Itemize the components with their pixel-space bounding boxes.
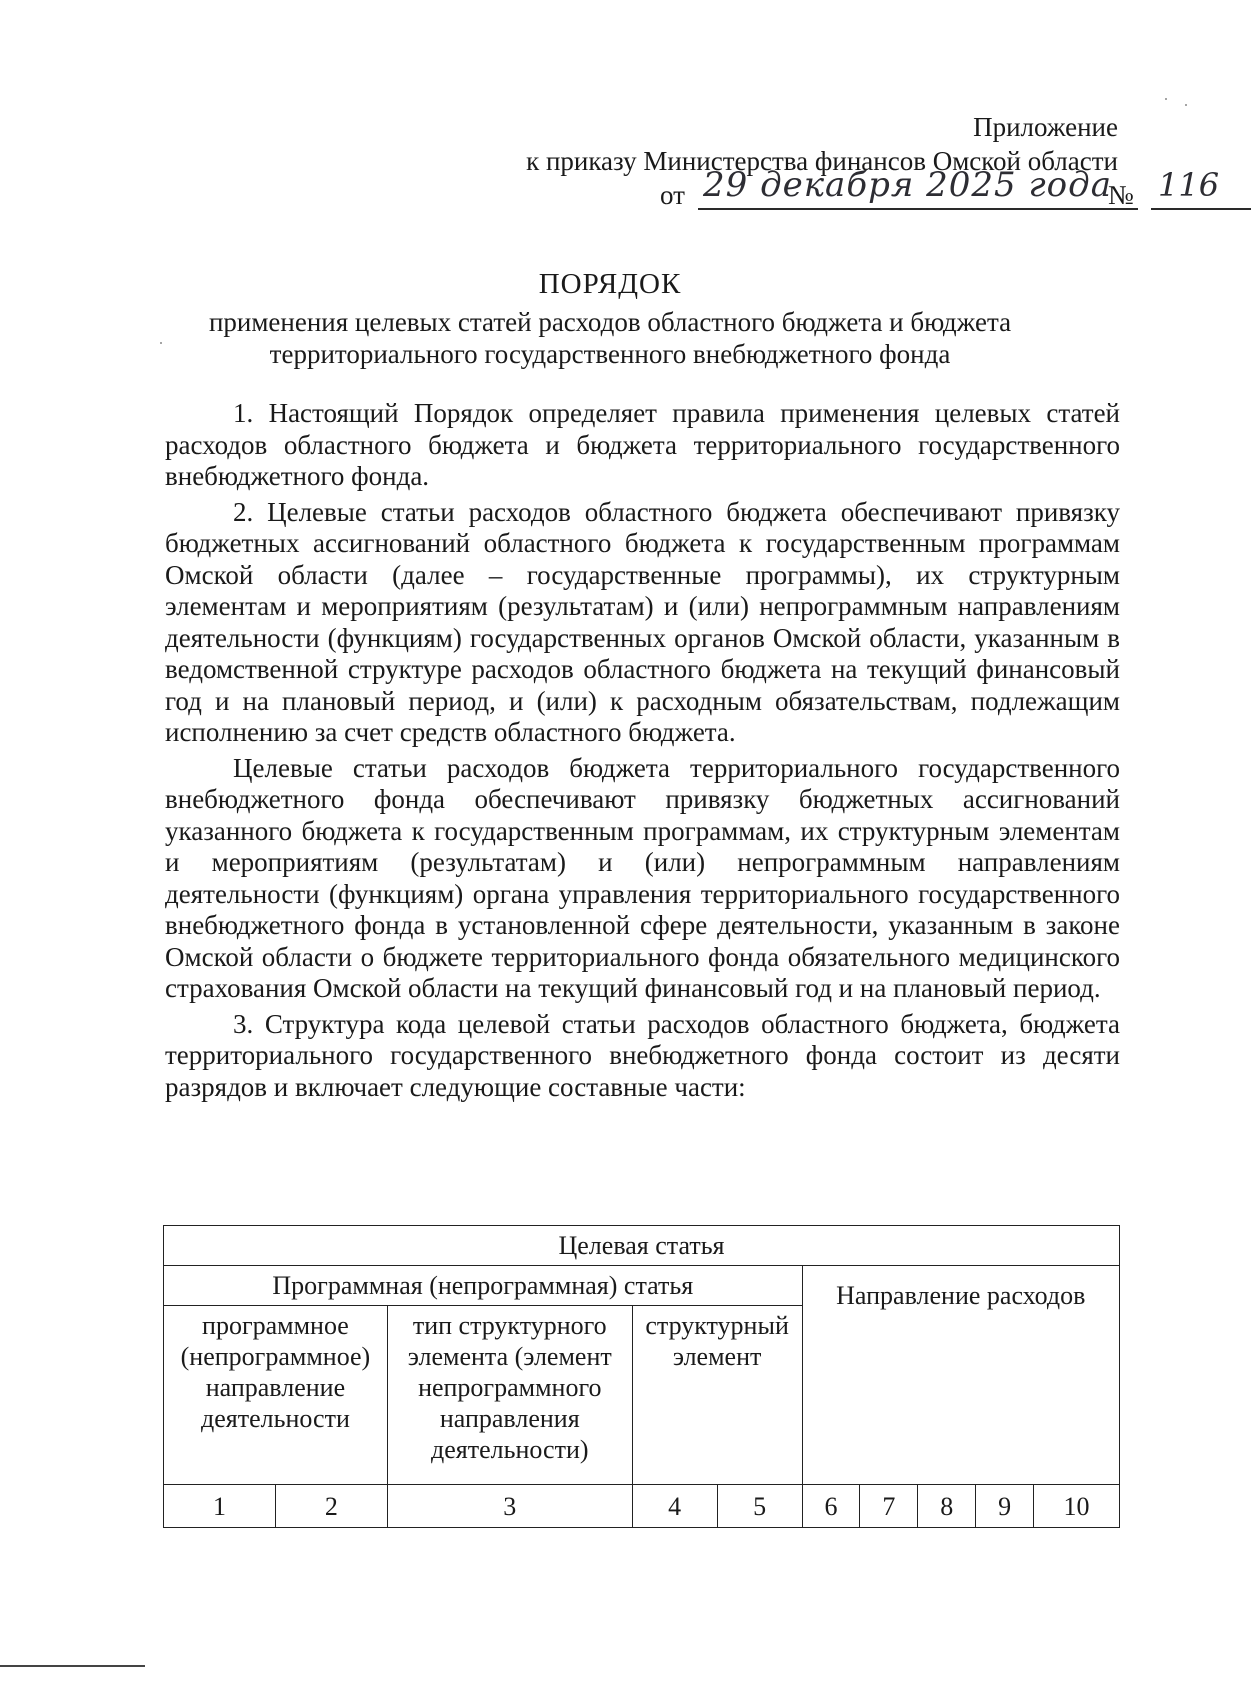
bottom-rule bbox=[0, 1665, 145, 1667]
scan-speck bbox=[1185, 104, 1187, 106]
table-digit: 5 bbox=[717, 1485, 802, 1528]
table-header-direction: Направление расходов bbox=[802, 1266, 1119, 1485]
table-header-element: структурный элемент bbox=[632, 1306, 802, 1485]
table-digit: 7 bbox=[860, 1485, 918, 1528]
paragraph-3: Целевые статьи расходов бюджета территориального государственного внебюджетного фонда обеспечивают привязку бюджетных ассигнований указанного бюджета к государственным программам, их структурным элементам и мероприятиям (результатам) и (или) непрограммным направлениям деятельности (функциям) органа управления территориального государственного внебюджетного фонда в установленной сфере деятельности, указанным в законе Омской области о бюджете территориального фонда обязательного медицинского страхования Омской области на текущий финансовый год и на плановый период. bbox=[165, 752, 1120, 1003]
paragraph-1: 1. Настоящий Порядок определяет правила применения целевых статей расходов областного бюджета и бюджета территориального государственного внебюджетного фонда. bbox=[165, 398, 1120, 491]
date-underline bbox=[698, 208, 1138, 210]
document-body bbox=[165, 398, 1120, 1107]
table-digit: 1 bbox=[164, 1485, 276, 1528]
date-prefix: от bbox=[660, 180, 685, 210]
order-reference: к приказу Министерства финансов Омской области bbox=[526, 146, 1118, 176]
table-header-target-article: Целевая статья bbox=[164, 1226, 1120, 1266]
appendix-label: Приложение bbox=[973, 112, 1118, 142]
handwritten-date: 29 декабря 2025 года bbox=[703, 165, 1112, 205]
table-digit: 2 bbox=[275, 1485, 387, 1528]
number-label: № bbox=[1108, 180, 1134, 210]
title-heading: ПОРЯДОК bbox=[538, 268, 682, 300]
appendix-header bbox=[418, 110, 1220, 218]
title-subtitle-2: территориального государственного внебюджетного фонда bbox=[269, 339, 951, 369]
document-title bbox=[140, 268, 1080, 370]
number-underline bbox=[1151, 208, 1251, 210]
table-header-program-direction: программное (непрограммное) направление деятельности bbox=[164, 1306, 388, 1485]
table-header-program-article: Программная (непрограммная) статья bbox=[164, 1266, 803, 1306]
scan-speck bbox=[1165, 98, 1167, 100]
table-digit: 10 bbox=[1034, 1485, 1120, 1528]
table-digit: 9 bbox=[976, 1485, 1034, 1528]
table-digit: 6 bbox=[802, 1485, 860, 1528]
table-header-element-type: тип структурного элемента (элемент непрограммного направления деятельности) bbox=[387, 1306, 632, 1485]
scan-speck bbox=[160, 342, 162, 344]
date-line bbox=[418, 165, 1220, 218]
handwritten-number: 116 bbox=[1158, 166, 1220, 204]
title-subtitle-1: применения целевых статей расходов областного бюджета и бюджета bbox=[208, 307, 1012, 337]
paragraph-2: 2. Целевые статьи расходов областного бюджета обеспечивают привязку бюджетных ассигнований областного бюджета к государственным программам Омской области (далее – государственные программы), их структурным элементам и мероприятиям (результатам) и (или) непрограммным направлениям деятельности (функциям) государственных органов Омской области, указанным в ведомственной структуре расходов областного бюджета на текущий финансовый год и на плановый период, и (или) к расходным обязательствам, подлежащим исполнению за счет средств областного бюджета. bbox=[165, 496, 1120, 747]
table-digits-row bbox=[164, 1485, 1120, 1528]
paragraph-4: 3. Структура кода целевой статьи расходов областного бюджета, бюджета территориального государственного внебюджетного фонда состоит из десяти разрядов и включает следующие составные части: bbox=[165, 1008, 1120, 1102]
table-digit: 8 bbox=[918, 1485, 976, 1528]
table-digit: 3 bbox=[387, 1485, 632, 1528]
code-structure-table bbox=[163, 1225, 1120, 1528]
table-digit: 4 bbox=[632, 1485, 717, 1528]
